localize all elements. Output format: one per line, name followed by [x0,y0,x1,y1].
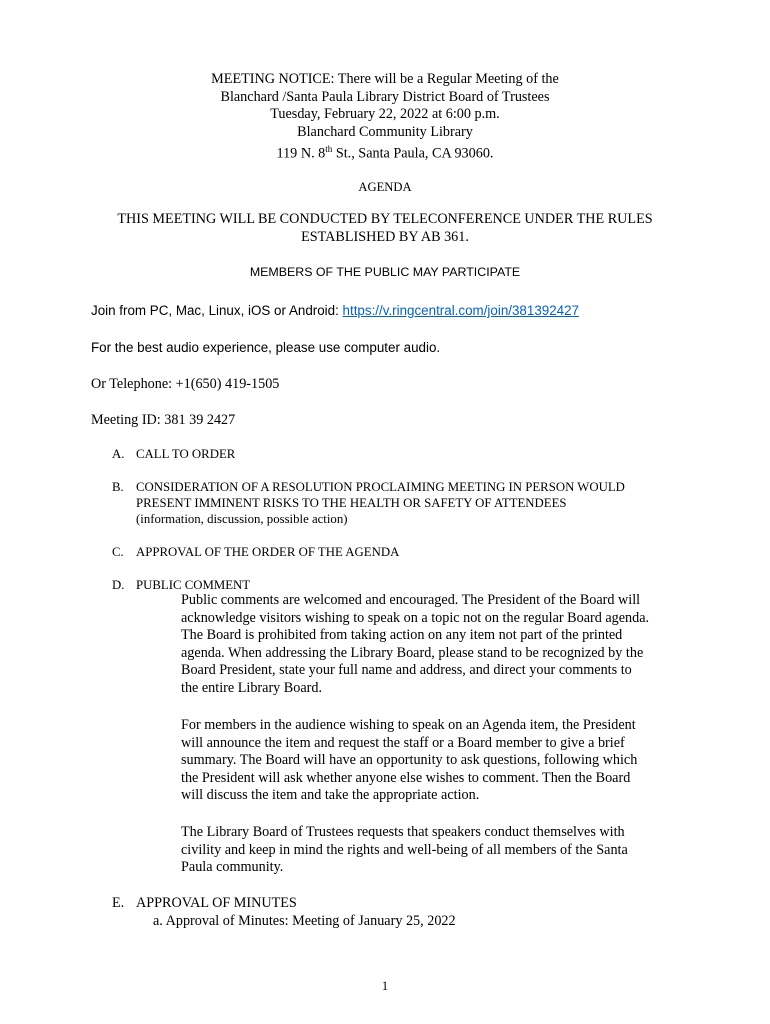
agenda-label: AGENDA [358,180,412,194]
page-number: 1 [381,979,389,993]
public-comment-paragraph-2: For members in the audience wishing to speak on an Agenda item, the President will announce the item and request the staff or a Board member to give a brief summary. The Board will have an opportunity to ask questions, following which the President will ask whether anyone else wishes to comment. Then the Board will discuss the item and take the appropriate action. [181,717,638,804]
meeting-notice-header [0,71,770,163]
members-participate-note: MEMBERS OF THE PUBLIC MAY PARTICIPATE [249,265,521,279]
header-address: 119 N. 8th St., Santa Paula, CA 93060. [276,144,494,162]
header-line-1: MEETING NOTICE: There will be a Regular Meeting of the [211,71,559,87]
meeting-id: Meeting ID: 381 39 2427 [91,412,236,428]
audio-note: For the best audio experience, please use computer audio. [91,340,441,355]
public-comment-paragraph-1: Public comments are welcomed and encouraged. The President of the Board will acknowledge visitors wishing to speak on a topic not on the regular Board agenda. The Board is prohibited from taking action on any item not part of the printed agenda. When addressing the Library Board, please stand to be recognized by the Board President, state your full name and address, and direct your comments to the entire Library Board. [181,592,650,696]
teleconference-notice [60,211,710,246]
join-line: Join from PC, Mac, Linux, iOS or Android: https://v.ringcentral.com/join/381392427 [91,303,580,318]
teleconference-line-1: THIS MEETING WILL BE CONDUCTED BY TELECONFERENCE UNDER THE RULES [117,211,653,227]
minutes-subitem-a: a. Approval of Minutes: Meeting of January 25, 2022 [153,913,456,929]
telephone-line: Or Telephone: +1(650) 419-1505 [91,376,280,392]
teleconference-line-2: ESTABLISHED BY AB 361. [301,228,469,245]
join-meeting-link[interactable]: https://v.ringcentral.com/join/381392427 [342,303,580,318]
header-line-3: Tuesday, February 22, 2022 at 6:00 p.m. [270,106,500,122]
header-line-4: Blanchard Community Library [297,123,473,140]
header-line-2: Blanchard /Santa Paula Library District Board of Trustees [220,88,550,105]
public-comment-paragraph-3: The Library Board of Trustees requests that speakers conduct themselves with civility and keep in mind the rights and well-being of all members of the Santa Paula community. [181,824,628,876]
agenda-page: MEETING NOTICE: There will be a Regular Meeting of the Blanchard /Santa Paula Library District Board of Trustees Tuesday, February 22, 2022 at 6:00 p.m. Blanchard Community Library 119 N. 8th St., Santa Paula, CA 93060. AGENDA THIS MEETING WILL BE CONDUCTED BY TELECONFERENCE UNDER THE RULES ESTABLISHED BY AB 361. MEMBERS OF THE PUBLIC MAY PARTICIPATE Join from PC, Mac, Linux, iOS or Android: https://v.ringcentral.com/join/381392427 For the best audio experience, please use computer audio. Or Telephone: +1(650) 419-1505 Meeting ID: 381 39 2427 A. CALL TO ORDER B. CONSIDERATION OF A RESOLUTION PROCLAIMING MEETING IN PERSON WOULD PRESENT IMMINENT RISKS TO THE HEALTH OR SAFETY OF ATTENDEES (information, discussion, possible action) C. APPROVAL OF THE ORDER OF THE AGENDA D. PUBLIC COMMENT Public comments are welcomed and encouraged. The President of the Board will acknowledge visitors wishing to speak on a topic not on the regular Board agenda. The Board is prohibited from taking action on any item not part of the printed agenda. When addressing the Library Board, please stand to be recognized by the Board President, state your full name and address, and direct your comments to the entire Library Board. For members in the audience wishing to speak on an Agenda item, the President will announce the item and request the staff or a Board member to give a brief summary. The Board will have an opportunity to ask questions, following which the President will ask whether anyone else wishes to comment. Then the Board will discuss the item and take the appropriate action. The Library Board of Trustees requests that speakers conduct themselves with civility and keep in mind the rights and well-being of all members of the Santa Paula community. E. APPROVAL OF MINUTES a. Approval of Minutes: Meeting of January 25, 2022 1 [0,0,770,1024]
